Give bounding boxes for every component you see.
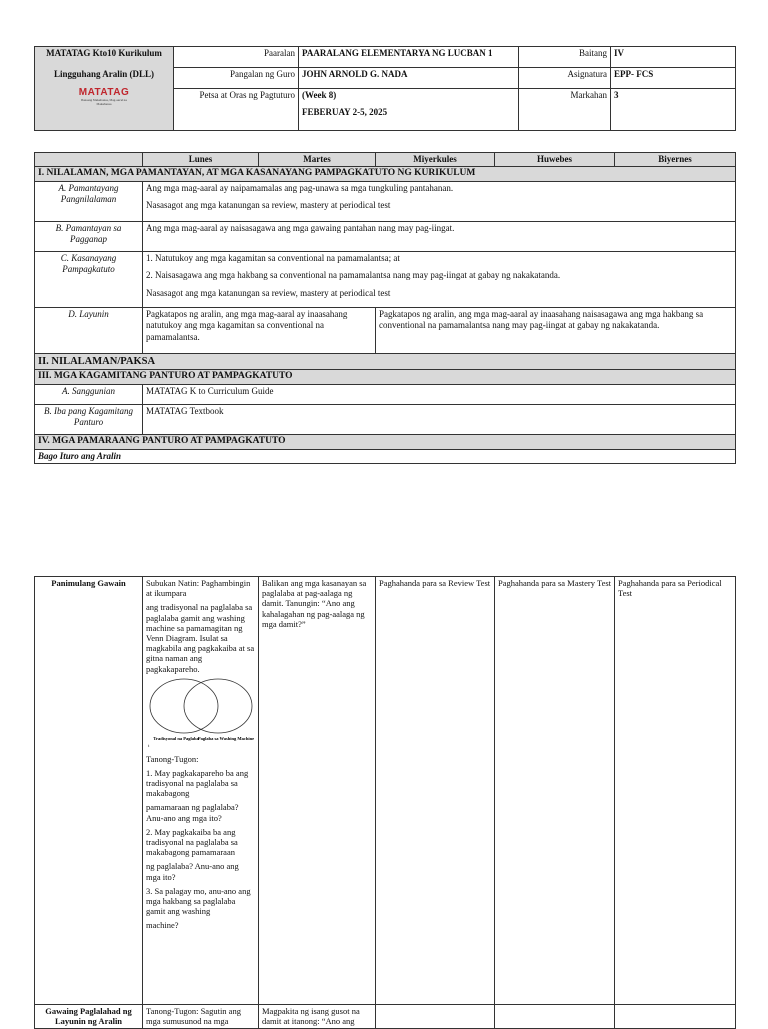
panimulang-gawain-label: Panimulang Gawain <box>35 577 143 1005</box>
petsa-value <box>299 89 519 131</box>
activities-table <box>34 576 736 1029</box>
lunes-p6: 2. May pagkakaiba ba ang tradisyonal na paglalaba sa makabagong pamamaraan <box>146 826 238 858</box>
lunes-p2: ang tradisyonal na paglalaba sa paglalaba gamit ang washing machine sa pamamagitan ng Venn Diagram. Isulat sa magkabila ang pagkakaiba at sa gitna naman ang pagkakapareho. <box>146 602 255 674</box>
iba-pang-kagamitan-label: B. Iba pang Kagamitang Panturo <box>35 405 143 435</box>
kp-text-1: 1. Natutukoy ang mga kagamitan sa conventional na pamamalantsa; at <box>146 253 400 264</box>
asignatura-label: Asignatura <box>519 68 611 89</box>
layunin-text-1: Pagkatapos ng aralin, ang mga mag-aaral ay inaasahang natutukoy ang mga kagamitan sa conventional na pamamalantsa. <box>143 308 376 354</box>
lunes-p1: Subukan Natin: Paghambingin at ikumpara <box>146 578 251 599</box>
baitang-value: IV <box>611 47 736 68</box>
sanggunian-label: A. Sanggunian <box>35 385 143 405</box>
sanggunian-text: MATATAG K to Curriculum Guide <box>143 385 736 405</box>
paaralan-value: PAARALANG ELEMENTARYA NG LUCBAN 1 <box>299 47 519 68</box>
lunes-p8: 3. Sa palagay mo, anu-ano ang mga hakbang sa paglalaba gamit ang washing <box>146 885 251 917</box>
paglalahad-miyerkules <box>376 1005 495 1029</box>
brand-title: MATATAG Kto10 Kurikulum <box>46 48 162 58</box>
day-biyernes: Biyernes <box>615 153 736 167</box>
guro-label: Pangalan ng Guro <box>174 68 299 89</box>
section-4-title: IV. MGA PAMARAANG PANTURO AT PAMPAGKATUTO <box>35 435 736 450</box>
kp-text-3: Nasasagot ang mga katanungan sa review, mastery at periodical test <box>146 287 391 298</box>
day-huwebes: Huwebes <box>495 153 615 167</box>
venn-mark: t <box>148 742 150 748</box>
kasanayang-pampagkatuto-text <box>143 252 736 308</box>
day-header-blank <box>35 153 143 167</box>
panimulang-miyerkules: Paghahanda para sa Review Test <box>376 577 495 1005</box>
pp-text-1: Ang mga mag-aaral ay naipamamalas ang pag-unawa sa mga tungkuling pantahanan. <box>146 183 454 194</box>
pamantayan-sa-pagganap-text: Ang mga mag-aaral ay naisasagawa ang mga gawaing pantahan nang may pag-iingat. <box>143 222 736 252</box>
brand-cell <box>35 47 174 131</box>
paglalahad-biyernes <box>615 1005 736 1029</box>
lunes-p9: machine? <box>146 920 179 931</box>
panimulang-huwebes: Paghahanda para sa Mastery Test <box>495 577 615 1005</box>
section-1-title: I. NILALAMAN, MGA PAMANTAYAN, AT MGA KASANAYANG PAMPAGKATUTO NG KURIKULUM <box>35 167 736 182</box>
brand-subtitle: Lingguhang Aralin (DLL) <box>53 69 155 80</box>
gawaing-paglalahad-label: Gawaing Paglalahad ng Layunin ng Aralin <box>35 1005 143 1029</box>
panimulang-biyernes: Paghahanda para sa Periodical Test <box>615 577 736 1005</box>
logo-text: MATATAG <box>78 86 130 98</box>
paglalahad-martes: Magpakita ng isang gusot na damit at itanong: “Ano ang <box>259 1005 376 1029</box>
lesson-table <box>34 152 736 464</box>
petsa-week: (Week 8) <box>302 90 337 100</box>
lunes-p7: ng paglalaba? Anu-ano ang mga ito? <box>146 861 239 882</box>
paaralan-label: Paaralan <box>174 47 299 68</box>
header-table <box>34 46 736 131</box>
bago-ituro-label: Bago Ituro ang Aralin <box>35 450 736 464</box>
guro-value: JOHN ARNOLD G. NADA <box>299 68 519 89</box>
venn-right-label: Paglaba sa Washing Machine <box>197 735 254 741</box>
venn-diagram <box>146 678 254 750</box>
petsa-date: FEBERUAY 2-5, 2025 <box>302 107 388 118</box>
layunin-text-2: Pagkatapos ng aralin, ang mga mag-aaral ay inaasahang naisasagawa ang mga hakbang sa conventional na pamamalantsa nang may pag-iingat at gabay ng nakakatanda. <box>376 308 736 354</box>
kp-text-2: 2. Naisasagawa ang mga hakbang sa conventional na pamamalantsa nang may pag-iingat at gabay ng nakakatanda. <box>146 270 561 281</box>
markahan-value: 3 <box>611 89 736 131</box>
asignatura-value: EPP- FCS <box>611 68 736 89</box>
day-header-row <box>35 153 736 167</box>
panimulang-martes: Balikan ang mga kasanayan sa paglalaba at pag-aalaga ng damit. Tanungin: “Ano ang kahalagahan ng pag-aalaga ng mga damit?” <box>259 577 376 1005</box>
paglalahad-lunes: Tanong-Tugon: Sagutin ang mga sumusunod na mga <box>143 1005 259 1029</box>
iba-pang-kagamitan-text: MATATAG Textbook <box>143 405 736 435</box>
lunes-p3: Tanong-Tugon: <box>146 753 199 764</box>
panimulang-lunes <box>143 577 259 1005</box>
matatag-logo <box>74 87 134 107</box>
markahan-label: Markahan <box>519 89 611 131</box>
pamantayang-pangnilalaman-label: A. Pamantayang Pangnilalaman <box>35 182 143 222</box>
section-3-title: III. MGA KAGAMITANG PANTURO AT PAMPAGKATUTO <box>35 370 736 385</box>
lunes-p4: 1. May pagkakapareho ba ang tradisyonal na paglalaba sa makabagong <box>146 767 249 799</box>
day-miyerkules: Miyerkules <box>376 153 495 167</box>
section-2-title: II. NILALAMAN/PAKSA <box>35 354 736 370</box>
layunin-label: D. Layunin <box>35 308 143 354</box>
pamantayang-pangnilalaman-text <box>143 182 736 222</box>
petsa-label: Petsa at Oras ng Pagtuturo <box>174 89 299 131</box>
paglalahad-huwebes <box>495 1005 615 1029</box>
pp-text-2: Nasasagot ang mga katanungan sa review, mastery at periodical test <box>146 200 391 211</box>
day-martes: Martes <box>259 153 376 167</box>
venn-left-label: Tradisyonal na Paglaba <box>153 735 199 741</box>
logo-tagline: Bansang Makabansa, Mag-aaral na Makabansa <box>81 98 127 106</box>
day-lunes: Lunes <box>143 153 259 167</box>
kasanayang-pampagkatuto-label: C. Kasanayang Pampagkatuto <box>35 252 143 308</box>
baitang-label: Baitang <box>519 47 611 68</box>
pamantayan-sa-pagganap-label: B. Pamantayan sa Pagganap <box>35 222 143 252</box>
lunes-p5: pamamaraan ng paglalaba? Anu-ano ang mga ito? <box>146 802 239 823</box>
